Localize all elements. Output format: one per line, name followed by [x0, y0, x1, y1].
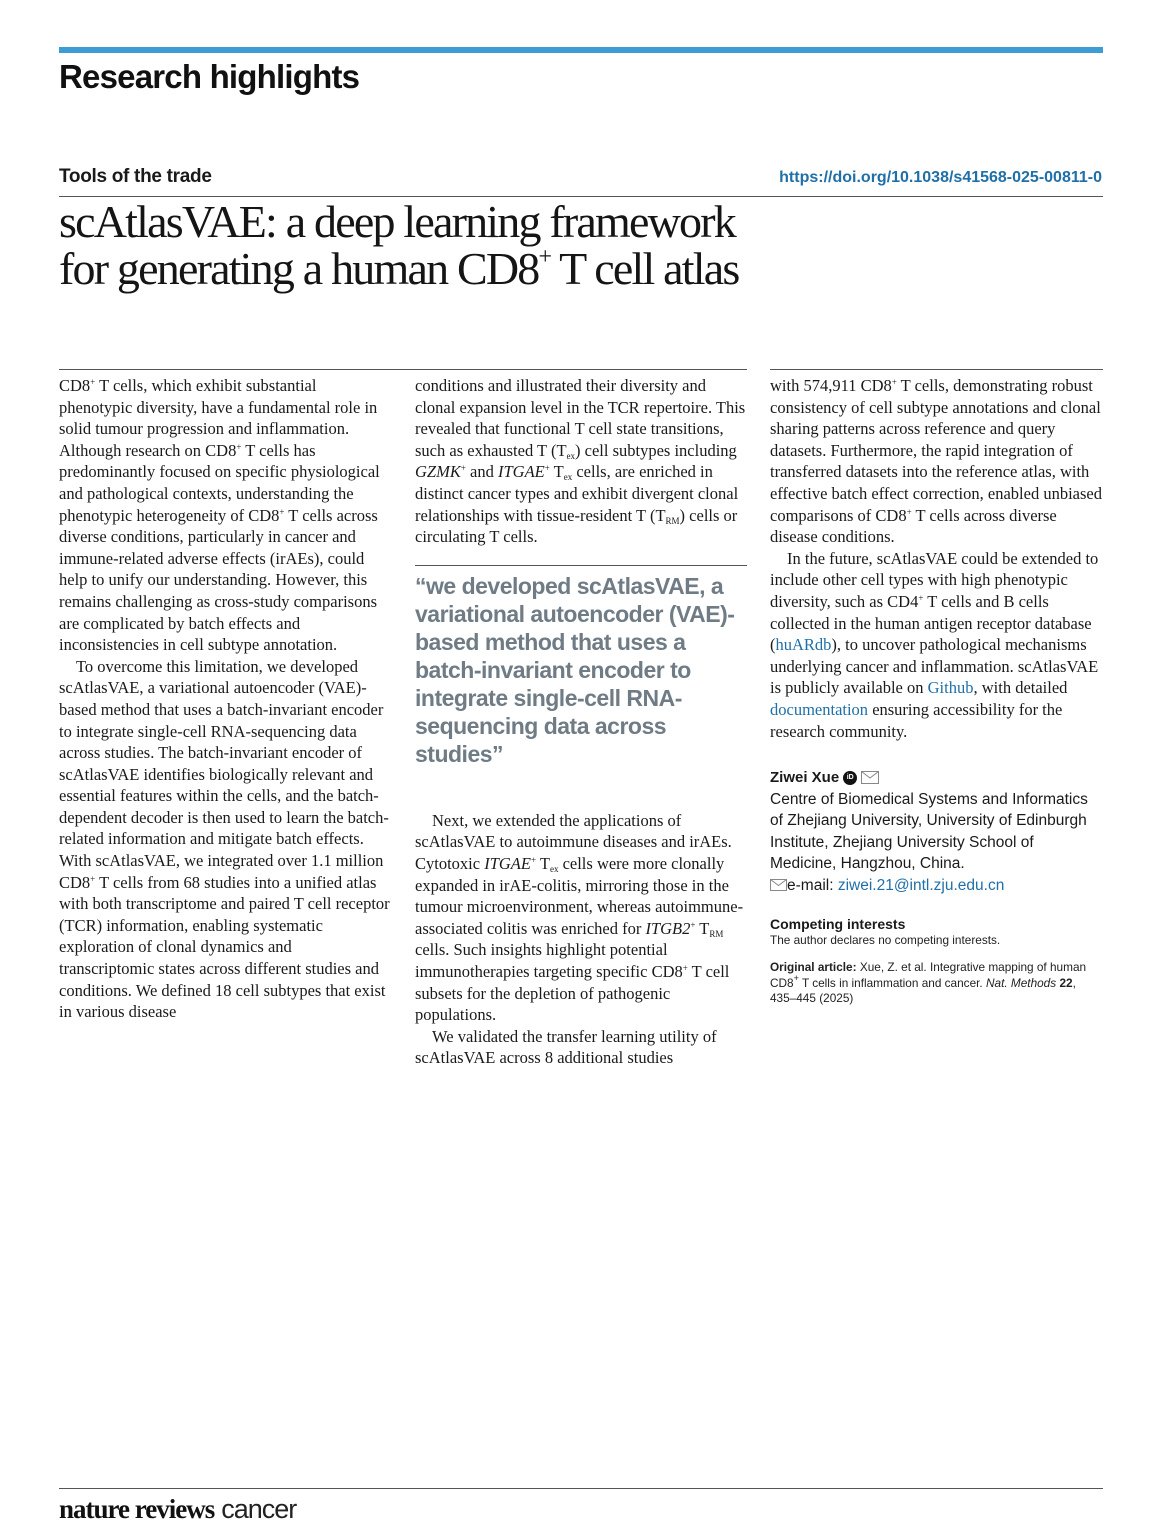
article-title [59, 198, 799, 292]
body-column-2 [415, 375, 747, 1069]
footer-rule [59, 1488, 1103, 1489]
envelope-icon[interactable] [861, 771, 879, 784]
paragraph: To overcome this limitation, we developed scAtlasVAE, a variational autoencoder (VAE)-based method that uses a batch-invariant encoder to integrate single-cell RNA-sequencing data across studies. The batch-invariant encoder of scAtlasVAE identifies biologically relevant and essential features within the cells, and the batch-dependent decoder is then used to learn the batch-related information and mitigate batch effects. With scAtlasVAE, we integrated over 1.1 million CD8+ T cells from 68 studies into a unified atlas with both transcriptome and paired T cell receptor (TCR) information, enabling systematic exploration of clonal dynamics and transcriptomic states across different studies and conditions. We defined 18 cell subtypes that exist in various disease [59, 656, 390, 1022]
competing-interests-heading: Competing interests [770, 915, 906, 932]
journal-brand: nature reviews [59, 1494, 215, 1524]
paragraph: with 574,911 CD8+ T cells, demonstrating robust consistency of cell subtype annotations and clonal sharing patterns across reference and query datasets. Furthermore, the rapid integration of transferred datasets into the reference atlas, with effective batch effect correction, enabled unbiased comparisons of CD8+ T cells across diverse disease conditions. [770, 376, 1102, 547]
pullquote-rule [415, 565, 747, 566]
author-name: Ziwei Xue [770, 769, 840, 787]
documentation-link[interactable]: documentation [770, 699, 869, 719]
author-email-line [770, 875, 1102, 897]
paragraph: Next, we extended the applications of scAtlasVAE to autoimmune diseases and irAEs. Cytotoxic ITGAE+ $T_{ex}$ cells were more clonally expanded in irAE-colitis, mirroring those in the tumour microenvironment, whereas autoimmune-associated colitis was enriched for ITGB2+ $T_{RM}$ cells. Such insights highlight potential immunotherapies targeting specific CD8+ T cell subsets for the depletion of pathogenic populations. [415, 810, 744, 1025]
original-article-citation: Xue, Z. et al. Integrative mapping of human CD8 [770, 960, 1087, 990]
title-line-1: scAtlasVAE: a deep learning framework [59, 196, 735, 247]
body-rule-left [59, 369, 747, 370]
orcid-icon[interactable]: iD [843, 771, 857, 785]
paragraph: CD8+ T cells, which exhibit substantial phenotypic diversity, have a fundamental role in solid tumour progression and inflammation. Although research on CD8+ T cells has predominantly focused on specific physiological and pathological contexts, understanding the phenotypic heterogeneity of CD8+ T cells across diverse conditions, particularly in cancer and immune-related adverse effects (irAEs), could help to unify our understanding. However, this remains challenging as cross-study comparisons are complicated by batch effects and inconsistencies in cell subtype annotation. [59, 376, 380, 655]
section-heading: Research highlights [59, 58, 360, 95]
email-link[interactable]: ziwei.21@intl.zju.edu.cn [837, 877, 1005, 895]
author-block [770, 767, 1102, 789]
author-affiliation: Centre of Biomedical Systems and Informatics of Zhejiang University, University of Edinburgh Institute, Zhejiang University School of Medicine, Hangzhou, China. [770, 790, 1088, 873]
journal-footer [59, 1494, 296, 1525]
pull-quote: “we developed scAtlasVAE, a variational autoencoder (VAE)-based method that uses a batch-invariant encoder to integrate single-cell RNA-sequencing data across studies” [415, 572, 735, 767]
original-article [770, 960, 1102, 1007]
huardb-link[interactable]: huARdb [775, 635, 832, 655]
top-accent-bar [59, 47, 1103, 53]
email-envelope-icon [770, 879, 787, 891]
citation-superscript: + [793, 972, 799, 983]
section-kicker: Tools of the trade [59, 166, 212, 187]
original-article-label: Original article: [770, 960, 857, 975]
body-column-1 [59, 375, 391, 1023]
email-label: e-mail: [787, 877, 838, 895]
title-superscript: + [538, 244, 551, 270]
title-line-2-end: T cell atlas [550, 243, 739, 294]
paragraph: conditions and illustrated their diversity and clonal expansion level in the TCR repertoire. This revealed that functional T cell state transitions, such as exhausted T $(T_{ex})$ cell subtypes including GZMK+ and ITGAE+ $T_{ex}$ cells, are enriched in distinct cancer types and exhibit divergent clonal relationships with tissue-resident T $(T_{RM})$ cells or circulating T cells. [415, 376, 746, 547]
paragraph: We validated the transfer learning utility of scAtlasVAE across 8 additional studies [415, 1026, 717, 1068]
journal-pages: , 435–445 (2025) [770, 975, 1076, 1006]
paragraph: In the future, scAtlasVAE could be extended to include other cell types with high phenotypic diversity, such as CD4+ T cells and B cells collected in the human antigen receptor database (huARdb), to uncover pathological mechanisms underlying cancer and inflammation. scAtlasVAE is publicly available on Github, with detailed documentation ensuring accessibility for the research community. [770, 548, 1099, 741]
body-rule-right [770, 369, 1103, 370]
doi-link[interactable]: https://doi.org/10.1038/s41568-025-00811-0 [779, 169, 1102, 186]
title-line-2: for generating a human CD8 [59, 243, 539, 294]
journal-name: Nat. Methods [985, 975, 1057, 990]
journal-title: cancer [221, 1494, 297, 1524]
github-link[interactable]: Github [927, 678, 974, 698]
competing-interests-text: The author declares no competing interests. [770, 932, 1001, 947]
body-column-3 [770, 375, 1102, 1007]
original-article-citation-rest: T cells in inflammation and cancer. [798, 975, 986, 990]
journal-volume: 22 [1059, 975, 1073, 990]
